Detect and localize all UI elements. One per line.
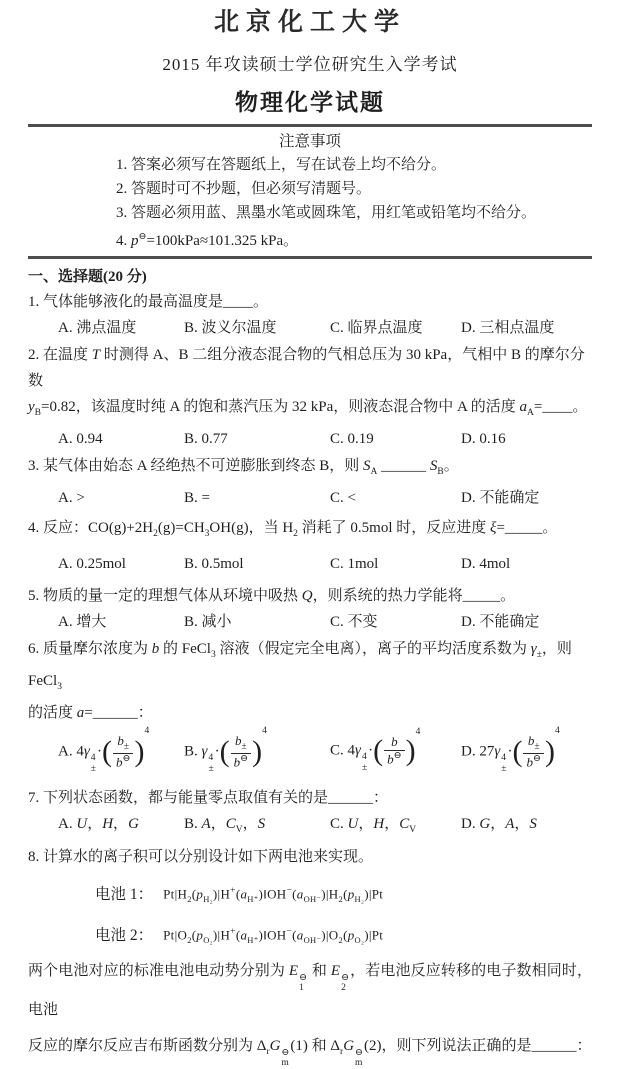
notice-item-3: 3. 答题必须用蓝、黑墨水笔或圆珠笔，用红笔或铅笔均不给分。 xyxy=(116,205,537,221)
question-2-option-a: A. 0.94 xyxy=(58,431,103,447)
question-3 xyxy=(28,453,592,511)
question-6-option-d: D. 27γ 4 ± ·( $\frac{b_\pm}{b^⊖}$ )$^4$ xyxy=(461,726,560,774)
notice-heading: 注意事项 xyxy=(278,133,341,150)
question-5-option-d: D. 不能确定 xyxy=(461,614,540,630)
cell-2-row xyxy=(28,920,592,952)
divider-bottom xyxy=(28,256,592,259)
question-5-options xyxy=(28,609,592,635)
question-7-options xyxy=(28,811,592,843)
divider-top xyxy=(28,124,592,127)
cell-2-label: 电池 2： xyxy=(95,927,154,945)
question-6-text-line-2: 的活度 a=______： xyxy=(28,705,153,721)
question-6-option-b: B. γ 4 ± ·( $\frac{b_\pm}{b^⊖}$ )$^4$ xyxy=(184,726,267,774)
question-6-options xyxy=(28,726,592,784)
question-2 xyxy=(28,342,592,452)
question-7-text: 7. 下列状态函数，都与能量零点取值有关的是______： xyxy=(28,790,389,807)
section-heading: 一、选择题(20 分) xyxy=(28,269,147,285)
question-3-option-b: B. = xyxy=(184,490,210,506)
question-7-option-a: A. U，H，G xyxy=(58,816,139,833)
question-4-option-a: A. 0.25mol xyxy=(58,556,126,572)
question-1-option-c: C. 临界点温度 xyxy=(330,320,423,336)
question-4-option-d: D. 4mol xyxy=(461,556,511,572)
question-1-option-b: B. 波义尔温度 xyxy=(184,320,277,336)
notice-item-2: 2. 答题时可不抄题，但必须写清题号。 xyxy=(116,181,372,197)
question-1-options xyxy=(28,315,592,341)
question-3-options xyxy=(28,485,592,511)
university-title-clipped xyxy=(28,9,592,39)
question-8 xyxy=(28,844,592,1069)
university-title: 北京化工大学 xyxy=(213,9,406,36)
notice-item-1: 1. 答案必须写在答题纸上，写在试卷上均不给分。 xyxy=(116,157,447,173)
cell-2-notation: $Pt|O_2(p_{O_2})|H^+(a_{H^+})‖OH^-(a_{OH^-})|O_2(p_{O_2})|Pt$ xyxy=(163,927,384,946)
question-2-option-d: D. 0.16 xyxy=(461,431,506,447)
question-2-text-line-1: 2. 在温度 T 时测得 A、B 二组分液态混合物的气相总压为 30 kPa，气相中 B 的摩尔分数 xyxy=(28,347,585,389)
notice-box xyxy=(28,130,592,253)
cell-1-notation: $Pt|H_2(p_{H_2})|H^+(a_{H^+})‖OH^-(a_{OH^-})|H_2(p_{H_2})|Pt$ xyxy=(163,886,384,905)
question-3-option-c: C. < xyxy=(330,490,356,506)
question-1 xyxy=(28,289,592,341)
cell-1-row xyxy=(28,879,592,911)
exam-session-line: 2015 年攻读硕士学位研究生入学考试 xyxy=(162,55,458,74)
question-6-option-c: C. 4γ 4 ± ·( $\frac{b}{b^⊖}$ )$^4$ xyxy=(330,726,421,773)
question-3-text: 3. 某气体由始态 A 经绝热不可逆膨胀到终态 B，则 $S_A$ ______ $S_B$。 xyxy=(28,458,459,477)
question-7-option-d: D. G，A，S xyxy=(461,816,537,833)
question-4-option-b: B. 0.5mol xyxy=(184,556,244,572)
question-8-tail-line-2: 反应的摩尔反应吉布斯函数分别为 $\Delta_rG$ ⊖ m (1) 和 $\Delta_rG$ ⊖ m (2)，则下列说法正确的是______： xyxy=(28,1037,592,1069)
question-8-text: 8. 计算水的离子积可以分别设计如下两电池来实现。 xyxy=(28,849,374,866)
question-5-text: 5. 物质的量一定的理想气体从环境中吸热 Q，则系统的热力学能将_____。 xyxy=(28,588,516,604)
question-8-tail-line-1: 两个电池对应的标准电池电动势分别为 E ⊖ 1 和 E ⊖ 2 ，若电池反应转移的电子数相同时，电池 xyxy=(28,963,592,1018)
question-2-option-b: B. 0.77 xyxy=(184,431,228,447)
question-1-option-d: D. 三相点温度 xyxy=(461,320,555,336)
question-4-text: 4. 反应：$CO(g)+2H_2(g)=CH_3OH(g)$，当 $H_2$ 消耗了 0.5mol 时，反应进度 ξ=_____。 xyxy=(28,520,558,539)
question-4 xyxy=(28,515,592,577)
question-5-option-a: A. 增大 xyxy=(58,614,107,630)
question-4-options xyxy=(28,551,592,577)
question-2-options xyxy=(28,426,592,452)
question-5-option-b: B. 减小 xyxy=(184,614,232,630)
question-1-option-a: A. 沸点温度 xyxy=(58,320,137,336)
question-6-text-line-1: 6. 质量摩尔浓度为 b 的 FeCl$_3$ 溶液（假定完全电离），离子的平均活度系数为 $\gamma_\pm$，则 FeCl$_3$ xyxy=(28,641,572,692)
question-7-option-c: C. U，H，$C_V$ xyxy=(330,816,417,836)
question-6-option-a: A. 4γ 4 ± ·( $\frac{b_\pm}{b^⊖}$ )$^4$ xyxy=(58,726,150,774)
question-1-text: 1. 气体能够液化的最高温度是____。 xyxy=(28,294,269,310)
question-2-text-line-2: $y_B=0.82$，该温度时纯 A 的饱和蒸汽压为 32 kPa，则液态混合物中 A 的活度 $a_A=\_\_\_\_$。 xyxy=(28,399,588,418)
page-title: 物理化学试题 xyxy=(235,90,385,115)
question-3-option-d: D. 不能确定 xyxy=(461,490,540,506)
question-5-option-c: C. 不变 xyxy=(330,614,378,630)
question-2-option-c: C. 0.19 xyxy=(330,431,374,447)
question-4-option-c: C. 1mol xyxy=(330,556,379,572)
question-7 xyxy=(28,785,592,843)
cell-1-label: 电池 1： xyxy=(95,886,154,904)
question-3-option-a: A. > xyxy=(58,490,85,506)
question-6 xyxy=(28,636,592,784)
question-7-option-b: B. A，$C_V$，S xyxy=(184,816,266,836)
notice-item-4: 4. p⊖=100kPa≈101.325 kPa。 xyxy=(116,232,299,249)
question-5 xyxy=(28,583,592,635)
